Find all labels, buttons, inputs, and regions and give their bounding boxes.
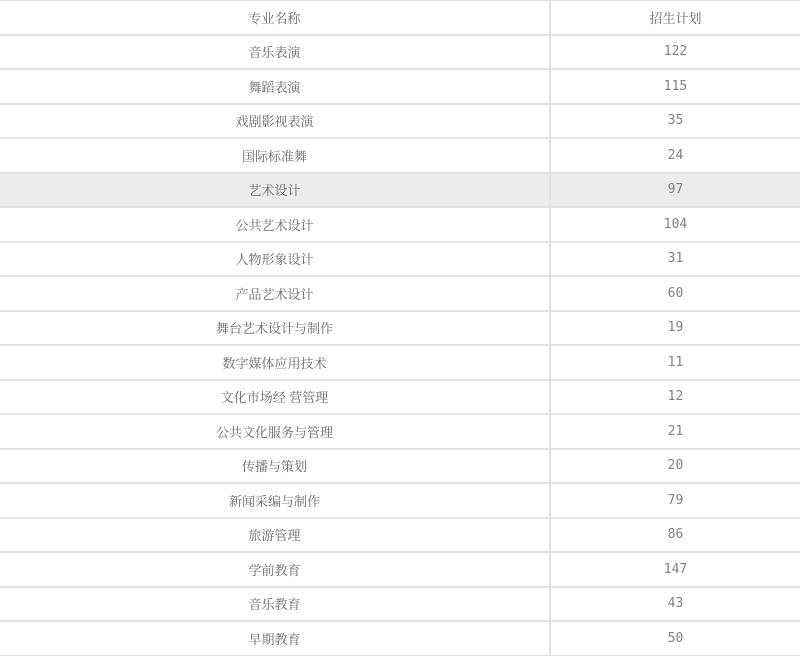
enrollment-count-cell: 60 (550, 276, 800, 311)
major-name-cell: 文化市场经 营管理 (0, 380, 550, 415)
major-name-cell: 公共文化服务与管理 (0, 414, 550, 449)
enrollment-count-cell: 97 (550, 173, 800, 208)
enrollment-count-cell: 115 (550, 69, 800, 104)
enrollment-count-cell: 86 (550, 518, 800, 553)
table-row (0, 138, 800, 173)
table-row (0, 35, 800, 70)
enrollment-count-cell: 24 (550, 138, 800, 173)
enrollment-count-cell: 122 (550, 35, 800, 70)
major-name-cell: 早期教育 (0, 621, 550, 656)
major-name-cell: 音乐表演 (0, 35, 550, 70)
major-name-cell: 艺术设计 (0, 173, 550, 208)
column-header-major-name: 专业名称 (0, 0, 550, 35)
table-row (0, 276, 800, 311)
major-name-cell: 新闻采编与制作 (0, 483, 550, 518)
major-name-cell: 人物形象设计 (0, 242, 550, 277)
table-row (0, 311, 800, 346)
enrollment-count-cell: 19 (550, 311, 800, 346)
table-row (0, 414, 800, 449)
table-row (0, 345, 800, 380)
table-row (0, 173, 800, 208)
major-name-cell: 学前教育 (0, 552, 550, 587)
table-row (0, 483, 800, 518)
table-row (0, 518, 800, 553)
enrollment-count-cell: 11 (550, 345, 800, 380)
enrollment-count-cell: 104 (550, 207, 800, 242)
major-name-cell: 产品艺术设计 (0, 276, 550, 311)
enrollment-count-cell: 50 (550, 621, 800, 656)
enrollment-count-cell: 147 (550, 552, 800, 587)
table-row (0, 69, 800, 104)
major-name-cell: 戏剧影视表演 (0, 104, 550, 139)
table-row (0, 552, 800, 587)
table-row (0, 242, 800, 277)
major-name-cell: 舞台艺术设计与制作 (0, 311, 550, 346)
major-name-cell: 公共艺术设计 (0, 207, 550, 242)
major-name-cell: 舞蹈表演 (0, 69, 550, 104)
enrollment-count-cell: 35 (550, 104, 800, 139)
major-name-cell: 数字媒体应用技术 (0, 345, 550, 380)
major-name-cell: 旅游管理 (0, 518, 550, 553)
enrollment-count-cell: 21 (550, 414, 800, 449)
enrollment-count-cell: 31 (550, 242, 800, 277)
table-row (0, 380, 800, 415)
column-header-enrollment-plan: 招生计划 (550, 0, 800, 35)
enrollment-count-cell: 79 (550, 483, 800, 518)
table-row (0, 587, 800, 622)
enrollment-count-cell: 43 (550, 587, 800, 622)
major-name-cell: 国际标准舞 (0, 138, 550, 173)
table-header-row (0, 0, 800, 35)
major-name-cell: 传播与策划 (0, 449, 550, 484)
table-row (0, 104, 800, 139)
major-name-cell: 音乐教育 (0, 587, 550, 622)
table-row (0, 449, 800, 484)
enrollment-count-cell: 20 (550, 449, 800, 484)
enrollment-count-cell: 12 (550, 380, 800, 415)
table-row (0, 207, 800, 242)
table-row (0, 621, 800, 656)
